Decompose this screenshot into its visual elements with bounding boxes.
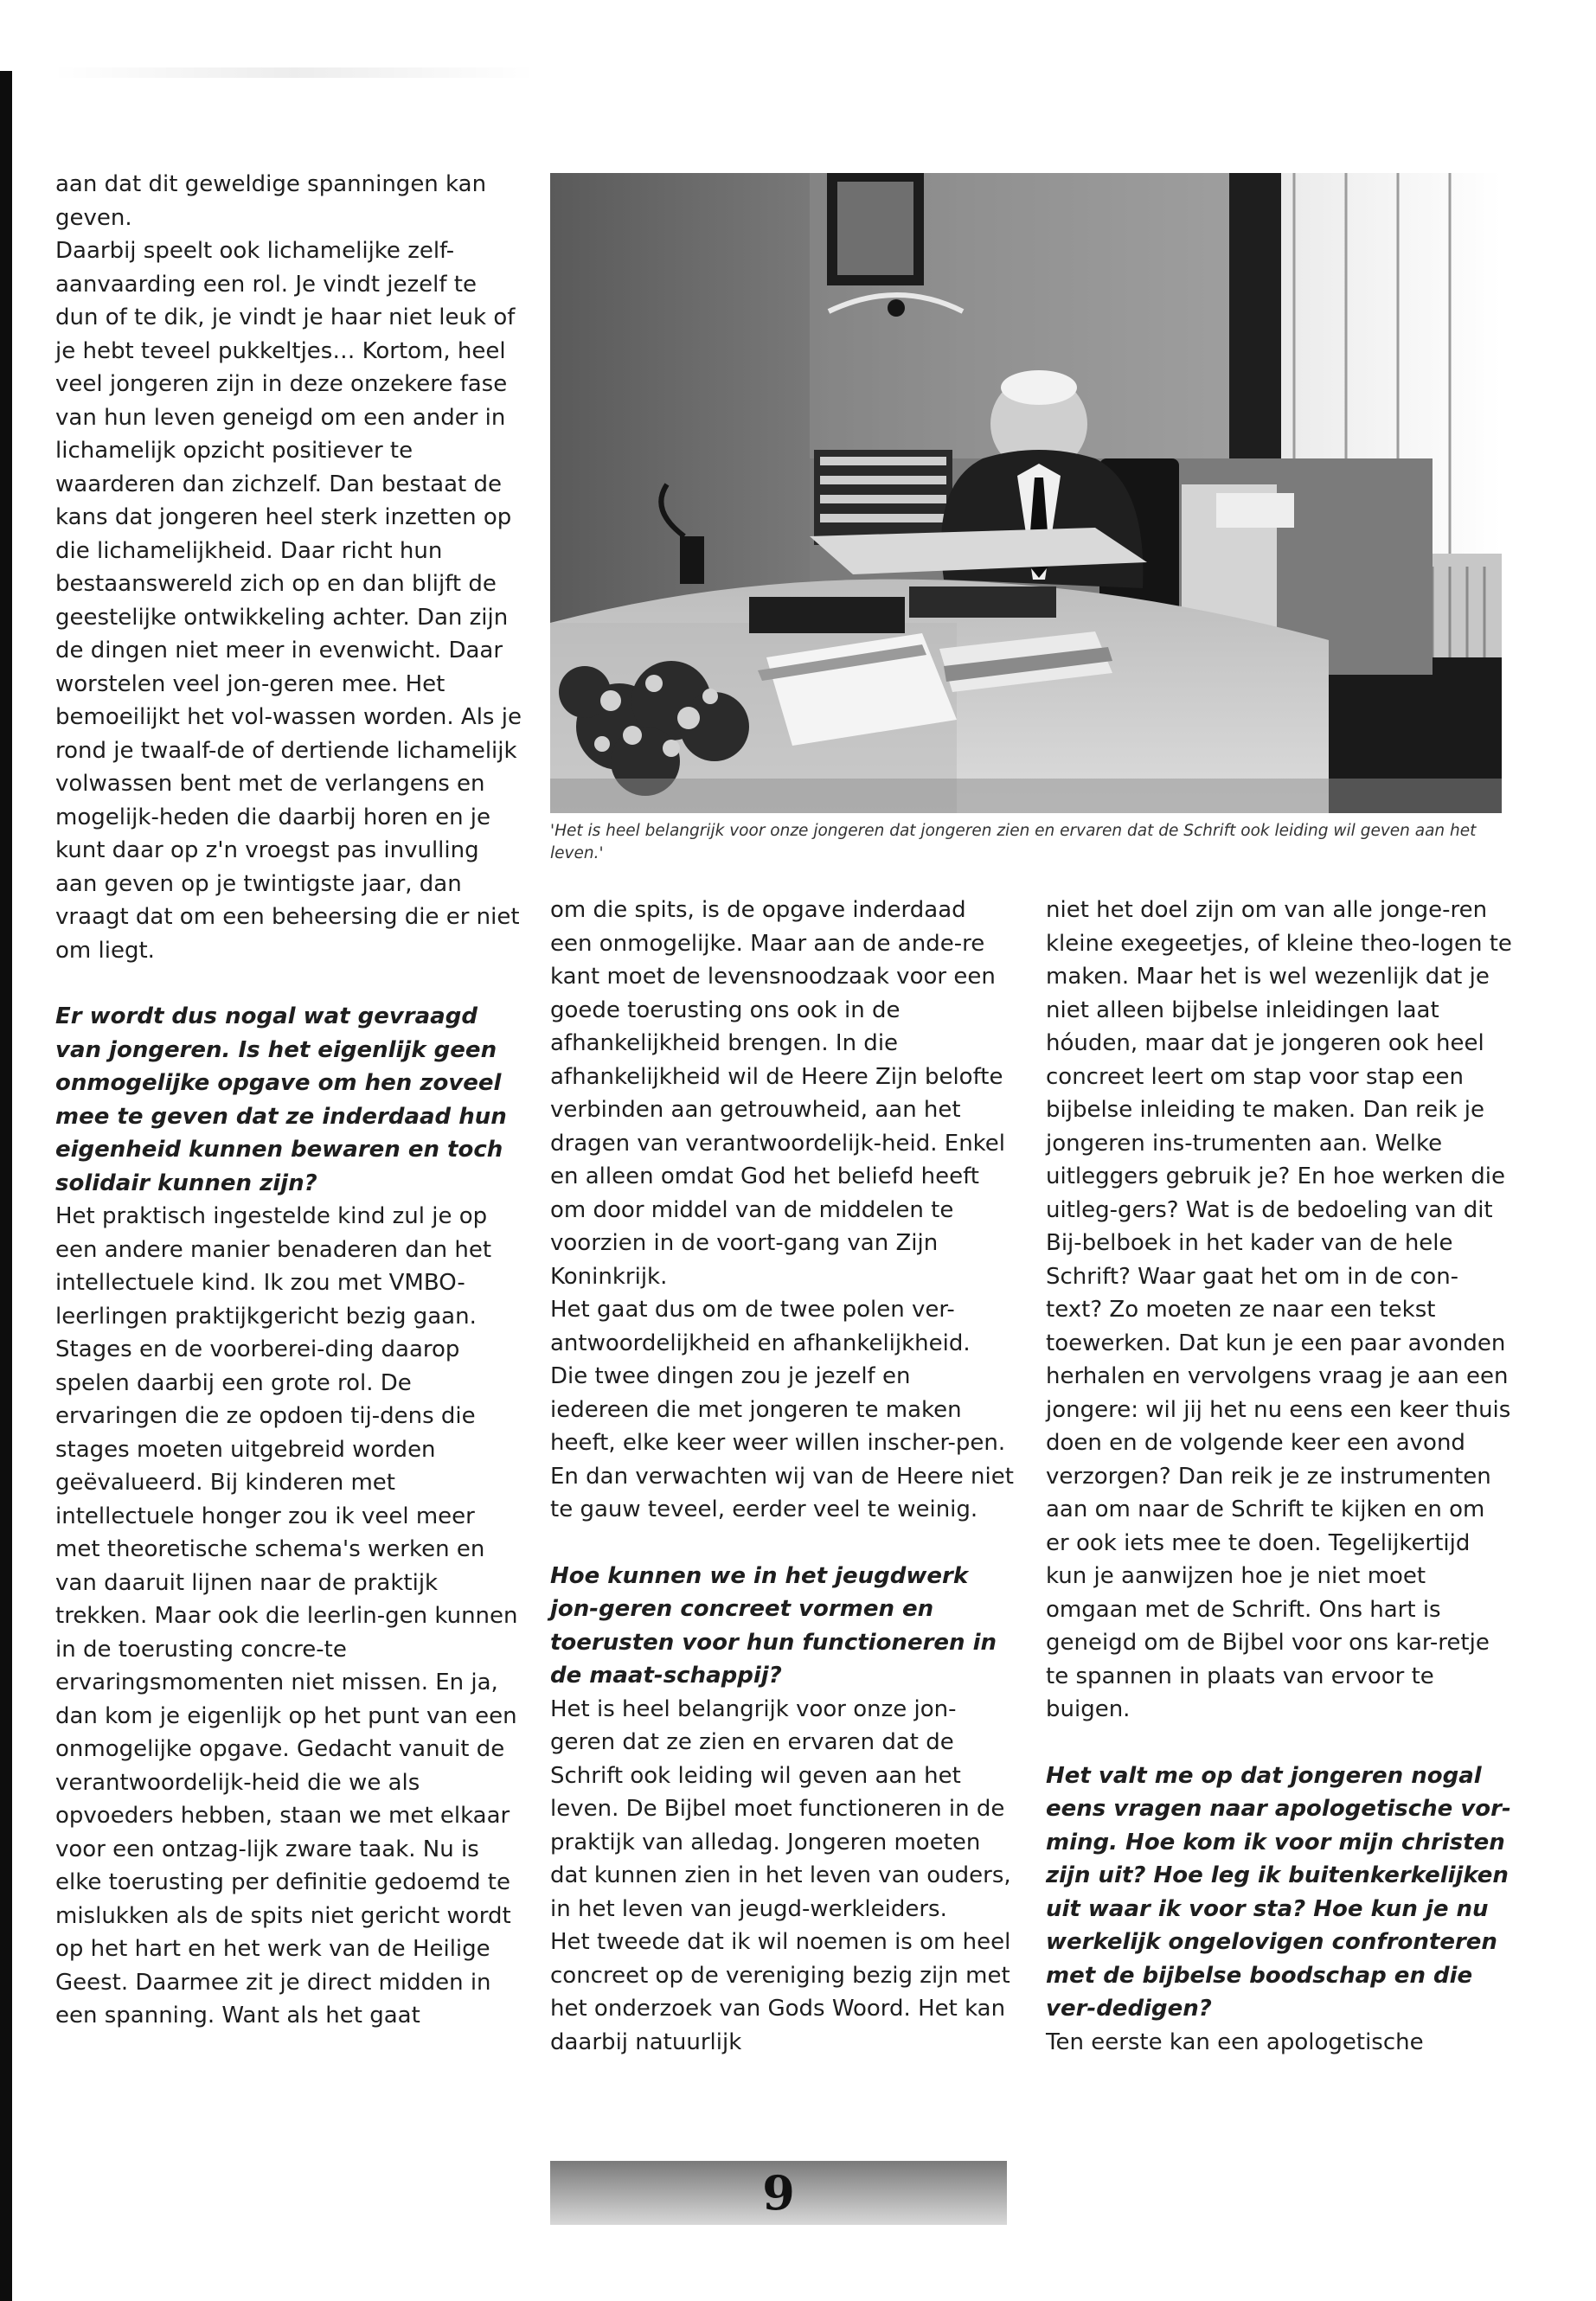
paragraph: niet het doel zijn om van alle jonge-ren kleine exegeetjes, of kleine theo-logen te maken. Maar het is wel wezenlijk dat je niet alleen bijbelse inleidingen laat hóuden, maar dat je jongeren ook heel concreet leert om stap voor stap een bijbelse inleiding te maken. Dan reik je jongeren ins-trumenten aan. Welke uitleggers gebruik je? En hoe werken die uitleg-gers? Wat is de bedoeling van dit Bij-belboek in het kader van de hele Schrift? Waar gaat het om in de con-text? Zo moeten ze naar een tekst toewerken. Dat kun je een paar avonden herhalen en vervolgens vraag je aan een jongere: wil jij het nu eens een keer thuis doen en de volgende keer een avond verzorgen? Dan reik je ze instrumenten aan om naar de Schrift te kijken en om er ook iets mee te doen. Tegelijkertijd kun je aanwijzen hoe je niet moet omgaan met de Schrift. Ons hart is geneigd om de Bijbel voor ons kar-retje te spannen in plaats van ervoor te buigen. — [1046, 897, 1512, 1722]
interview-question: Hoe kunnen we in het jeugdwerk jon-geren concreet vormen en toerusten voor hun functioneren in de maat-schappij? — [550, 1562, 997, 1689]
text-column-left — [55, 168, 522, 2033]
paragraph: Daarbij speelt ook lichamelijke zelf-aanvaarding een rol. Je vindt jezelf te dun of te dik, je vindt je haar niet leuk of je hebt teveel pukkeltjes… Kortom, heel veel jongeren zijn in deze onzekere fase van hun leven geneigd om een ander in lichamelijk opzicht positiever te waarderen dan zichzelf. Dan bestaat de kans dat jongeren heel sterk inzetten op die lichamelijkheid. Daar richt hun bestaanswereld zich op en dan blijft de geestelijke ontwikkeling achter. Dan zijn de dingen niet meer in evenwicht. Daar worstelen veel jon-geren mee. Het bemoeilijkt het vol-wassen worden. Als je rond je twaalf-de of dertiende lichamelijk volwassen bent met de verlangens en mogelijk-heden die daarbij horen en je kunt daar op z'n vroegst pas invulling aan geven op je twintigste jaar, dan vraagt dat om een beheersing die er niet om liegt. — [55, 238, 522, 964]
office-photo — [550, 173, 1502, 813]
page-number: 9 — [762, 2165, 795, 2221]
paragraph: Het gaat dus om de twee polen ver-antwoordelijkheid en afhankelijkheid. Die twee dingen zou je jezelf en iedereen die met jongeren te maken heeft, elke keer weer willen inscher-pen. En dan verwachten wij van de Heere niet te gauw teveel, eerder veel te weinig. — [550, 1297, 1014, 1522]
text-column-right — [1046, 894, 1513, 2059]
interview-question: Het valt me op dat jongeren nogal eens vragen naar apologetische vor-ming. Hoe kom ik voor mijn christen zijn uit? Hoe leg ik buitenkerkelijken uit waar ik voor sta? Hoe kun je nu werkelijk ongelovigen confronteren met de bijbelse boodschap en die ver-dedigen? — [1046, 1762, 1511, 2022]
paragraph: Het tweede dat ik wil noemen is om heel concreet op de vereniging bezig zijn met het onderzoek van Gods Woord. Het kan daarbij natuurlijk — [550, 1929, 1011, 2055]
interview-question: Er wordt dus nogal wat gevraagd van jongeren. Is het eigenlijk geen onmogelijke opgave om hen zoveel mee te geven dat ze inderdaad hun eigenheid kunnen bewaren en toch solidair kunnen zijn? — [55, 1003, 507, 1196]
paragraph: Het praktisch ingestelde kind zul je op een andere manier benaderen dan het intellectuele kind. Ik zou met VMBO-leerlingen praktijkgericht bezig gaan. Stages en de voorberei-ding daarop spelen daarbij een grote rol. De ervaringen die ze opdoen tij-dens die stages moeten uitgebreid worden geëvalueerd. Bij kinderen met intellectuele honger zou ik veel meer met theoretische schema's werken en van daaruit lijnen naar de praktijk trekken. Maar ook die leerlin-gen kunnen in de toerusting concre-te ervaringsmomenten niet missen. En ja, dan kom je eigenlijk op het punt van een onmogelijke opgave. Gedacht vanuit de verantwoordelijk-heid die we als opvoeders hebben, staan we met elkaar voor een ontzag-lijk zware taak. Nu is elke toerusting per definitie gedoemd te mislukken als de spits niet gericht wordt op het hart en het werk van de Heilige Geest. Daarmee zit je direct midden in een spanning. Want als het gaat — [55, 1203, 518, 2029]
scan-shadow — [52, 67, 536, 78]
paragraph: aan dat dit geweldige spanningen kan geven. — [55, 171, 487, 231]
paragraph: om die spits, is de opgave inderdaad een onmogelijke. Maar aan de ande-re kant moet de levensnoodzaak voor een goede toerusting ons ook in de afhankelijkheid brengen. In die afhankelijkheid wil de Heere Zijn belofte verbinden aan getrouwheid, aan het dragen van verantwoordelijk-heid. Enkel en alleen omdat God het beliefd heeft om door middel van de middelen te voorzien in de voort-gang van Zijn Koninkrijk. — [550, 897, 1006, 1290]
paragraph: Het is heel belangrijk voor onze jon-geren dat ze zien en ervaren dat de Schrift ook leiding wil geven aan het leven. De Bijbel moet functioneren in de praktijk van alledag. Jongeren moeten dat kunnen zien in het leven van ouders, in het leven van jeugd-werkleiders. — [550, 1695, 1011, 1922]
paragraph: Ten eerste kan een apologetische — [1046, 2029, 1424, 2055]
text-column-middle — [550, 894, 1014, 2059]
photo-caption: 'Het is heel belangrijk voor onze jongeren dat jongeren zien en ervaren dat de Schrift ook leiding wil geven aan het leven.' — [550, 822, 1477, 862]
scan-edge-bar — [0, 71, 12, 2301]
